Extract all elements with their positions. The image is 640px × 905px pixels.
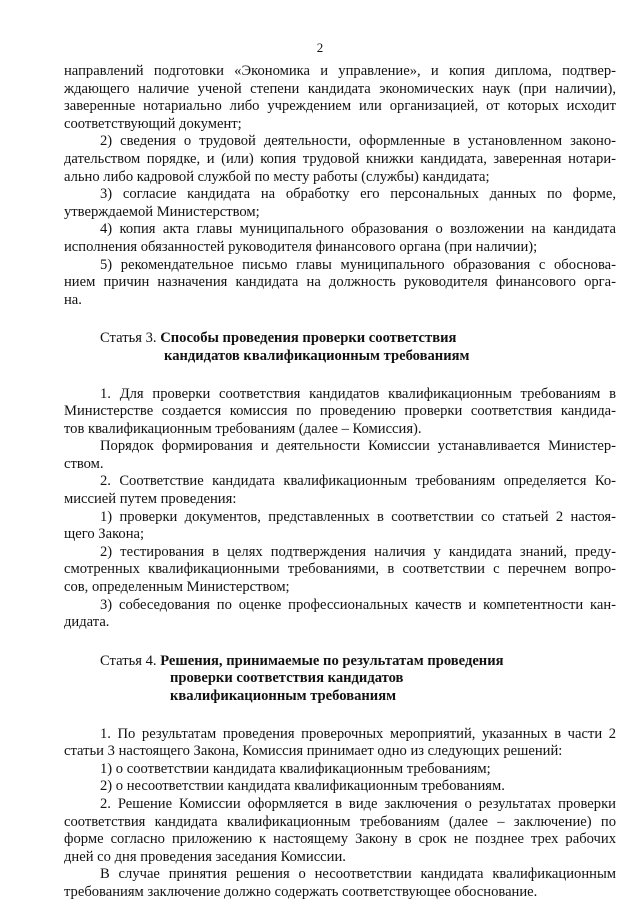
text-line: 4) копия акта главы муниципального образования о возложении на кандидата <box>100 221 616 238</box>
intro-paragraph <box>64 63 616 133</box>
text-line: утверждаемой Министерством; <box>64 203 260 220</box>
text-line: Порядок формирования и деятельности Комиссии устанавливается Министер- <box>100 438 616 455</box>
list-item-3 <box>64 186 616 221</box>
text-line: В случае принятия решения о несоответствии кандидата квалификационным <box>100 866 616 883</box>
article-4-paragraph-3 <box>64 778 616 796</box>
article-4-paragraph-1 <box>64 726 616 761</box>
document-body <box>64 63 616 902</box>
text-line: 1) проверки документов, представленных в соответствии со статьей 2 настоя- <box>100 508 616 525</box>
article-4-title: Решения, принимаемые по результатам проведения <box>160 652 504 669</box>
article-4-number: Статья 4. <box>100 652 157 669</box>
text-line: 1. Для проверки соответствия кандидатов квалификационным требованиям в <box>100 385 616 402</box>
text-line: форме согласно приложению к настоящему Закону в срок не позднее трех рабочих <box>64 831 616 848</box>
text-line: 2. Решение Комиссии оформляется в виде заключения о результатах проверки <box>100 795 616 812</box>
list-item-5 <box>64 257 616 310</box>
text-line: сов, определенным Министерством; <box>64 579 290 596</box>
text-line: 2) о несоответствии кандидата квалификационным требованиям. <box>100 778 505 795</box>
text-line: ждающего наличие ученой степени кандидата экономических наук (при наличии), <box>64 80 616 97</box>
text-line: соответствия кандидата квалификационным требованиям (далее – заключение) по <box>64 813 616 830</box>
article-3-paragraph-6 <box>64 597 616 632</box>
article-3-paragraph-5 <box>64 544 616 597</box>
text-line: Министерстве создается комиссия по проведению проверки соответствия кандида- <box>64 403 616 420</box>
article-4-paragraph-4 <box>64 796 616 866</box>
text-line: 2. Соответствие кандидата квалификационным требованиям определяется Ко- <box>100 473 616 490</box>
text-line: 5) рекомендательное письмо главы муниципального образования с обоснова- <box>100 256 616 273</box>
text-line: щего Закона; <box>64 526 145 543</box>
article-3-heading <box>100 330 616 365</box>
article-3-paragraph-4 <box>64 509 616 544</box>
text-line: 1. По результатам проведения проверочных мероприятий, указанных в части 2 <box>100 725 616 742</box>
text-line: 3) собеседования по оценке профессиональных качеств и компетентности кан- <box>100 596 616 613</box>
article-4-paragraph-2 <box>64 761 616 779</box>
text-line: требованиям заключение должно содержать соответствующее обоснование. <box>64 883 538 900</box>
page-number: 2 <box>316 40 324 55</box>
text-line: дидата. <box>64 614 110 631</box>
text-line: 3) согласие кандидата на обработку его персональных данных по форме, <box>100 186 616 203</box>
text-line: дней со дня проведения заседания Комиссии. <box>64 848 346 865</box>
text-line: исполнения обязанностей руководителя финансового органа (при наличии); <box>64 238 538 255</box>
article-3-paragraph-3 <box>64 473 616 508</box>
article-4-title-continued: проверки соответствия кандидатов <box>170 670 404 687</box>
list-item-4 <box>64 221 616 256</box>
article-3-number: Статья 3. <box>100 330 157 347</box>
text-line: направлений подготовки «Экономика и управление», и копия диплома, подтвер- <box>64 63 616 79</box>
text-line: дательством порядке, и (или) копия трудовой книжки кандидата, заверенная нотари- <box>64 150 616 167</box>
article-4-title-continued: квалификационным требованиям <box>170 688 397 704</box>
text-line: заверенные нотариально либо учреждением или организацией, от которых исходит <box>64 98 616 115</box>
text-line: нием причин назначения кандидата на должность руководителя финансового орга- <box>64 274 616 291</box>
list-item-2 <box>64 133 616 186</box>
text-line: соответствующий документ; <box>64 115 242 132</box>
article-3-title: Способы проведения проверки соответствия <box>160 330 457 347</box>
text-line: 2) сведения о трудовой деятельности, оформленные в установленном законо- <box>100 133 616 150</box>
text-line: статьи 3 настоящего Закона, Комиссия принимает одно из следующих решений: <box>64 743 563 760</box>
article-3-paragraph-2 <box>64 438 616 473</box>
article-4-heading <box>100 653 616 706</box>
text-line: ством. <box>64 455 104 472</box>
article-4-paragraph-5 <box>64 866 616 901</box>
text-line: на. <box>64 291 82 308</box>
text-line: ально либо кадровой службой по месту работы (службы) кандидата; <box>64 168 490 185</box>
text-line: смотренных квалификационными требованиями, в соответствии с перечнем вопро- <box>64 561 616 578</box>
article-3-title-continued: кандидатов квалификационным требованиям <box>164 347 470 364</box>
text-line: тов квалификационным требованиям (далее – Комиссия). <box>64 420 422 437</box>
article-3-paragraph-1 <box>64 386 616 439</box>
text-line: 2) тестирования в целях подтверждения наличия у кандидата знаний, преду- <box>100 543 616 560</box>
text-line: 1) о соответствии кандидата квалификационным требованиям; <box>100 760 491 777</box>
text-line: миссией путем проведения: <box>64 491 237 508</box>
